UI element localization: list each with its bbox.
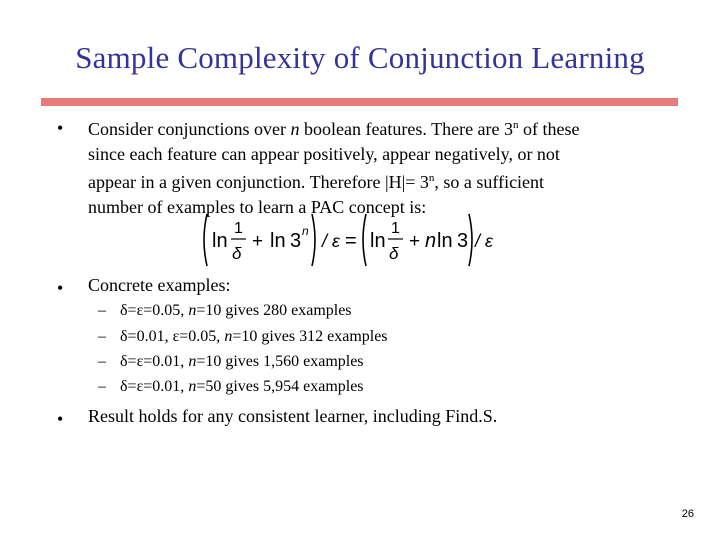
base-three: 3 <box>290 230 302 252</box>
bullet-1-line-1: Consider conjunctions over n boolean features. There are 3$^n$ of these <box>88 119 580 139</box>
base-three-2: 3 <box>457 230 469 252</box>
equals-symbol: = <box>345 230 357 252</box>
exponent-n: n <box>302 224 309 238</box>
n-coefficient: n <box>425 230 437 252</box>
example-item: – δ=ε=0.01, n=50 gives 5,954 examples <box>98 378 364 395</box>
page-number: 26 <box>681 508 694 520</box>
ln-symbol-4: ln <box>437 230 453 252</box>
ln-symbol-2: ln <box>270 230 286 252</box>
numerator-one: 1 <box>234 220 243 237</box>
slide-title: Sample Complexity of Conjunction Learning <box>75 40 645 75</box>
bullet-1-text <box>88 113 678 219</box>
delta-symbol-2: δ <box>389 244 399 263</box>
numerator-one-2: 1 <box>391 220 400 237</box>
title-divider <box>41 98 678 106</box>
bullet-1-line-3: appear in a given conjunction. Therefore $|H|= 3^n$, so a sufficient <box>88 172 545 192</box>
bullet-1-line-2: since each feature can appear positively, appear negatively, or not <box>88 143 560 164</box>
example-item: – δ=ε=0.05, n=10 gives 280 examples <box>98 302 352 319</box>
plus-symbol: + <box>252 231 264 252</box>
bullet-icon: • <box>57 278 64 298</box>
example-item: – δ=0.01, ε=0.05, n=10 gives 312 examples <box>98 328 388 345</box>
divide-epsilon: / ε <box>322 231 340 251</box>
ln-symbol: ln <box>212 230 228 252</box>
example-item: – δ=ε=0.01, n=10 gives 1,560 examples <box>98 353 364 370</box>
bullet-2-text: Concrete examples: <box>88 275 231 295</box>
divide-epsilon-2: / ε <box>475 231 493 251</box>
delta-symbol: δ <box>232 244 242 263</box>
sample-complexity-formula <box>198 211 498 269</box>
bullet-icon: • <box>57 409 64 429</box>
bullet-3-text: Result holds for any consistent learner, including Find.S. <box>88 406 498 426</box>
ln-symbol-3: ln <box>370 230 386 252</box>
bullet-icon: • <box>57 118 64 138</box>
plus-symbol-2: + <box>409 231 421 252</box>
bullet-1-line-4: number of examples to learn a PAC concept is: <box>88 196 427 217</box>
